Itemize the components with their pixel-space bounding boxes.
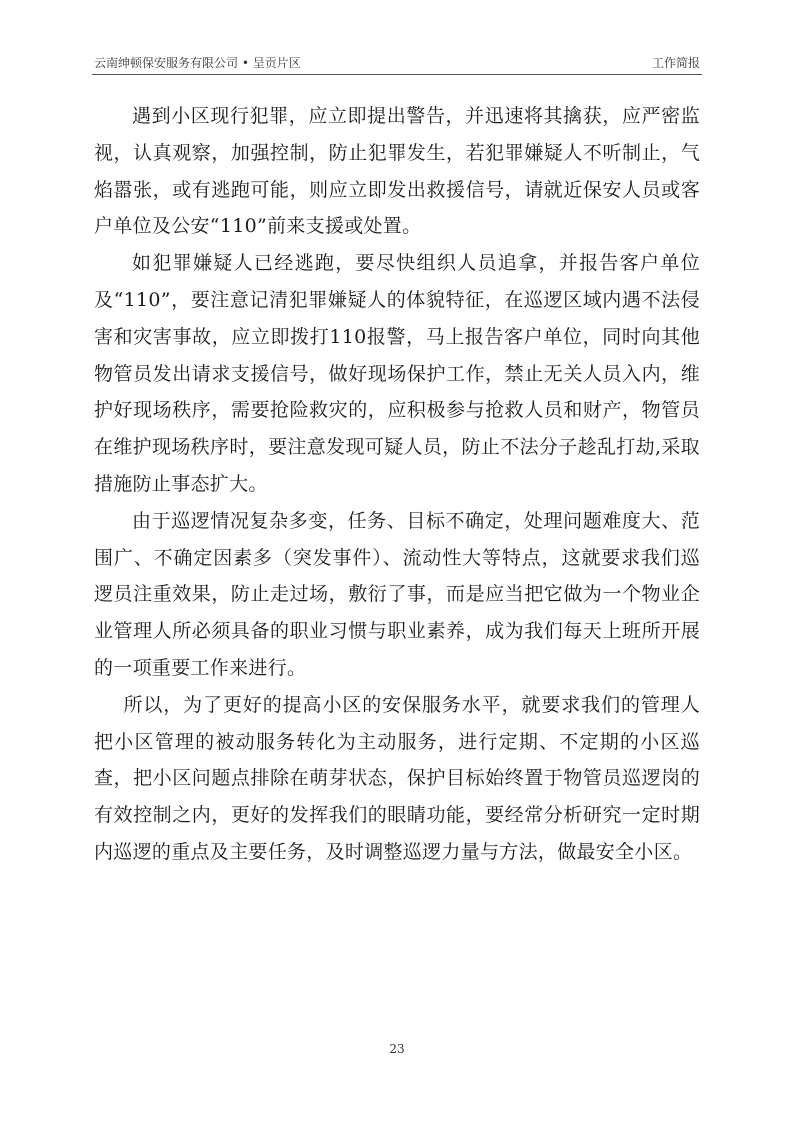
page-header xyxy=(94,54,700,72)
paragraph: 如犯罪嫌疑人已经逃跑，要尽快组织人员追拿，并报告客户单位及“110”，要注意记清犯罪嫌疑人的体貌特征，在巡逻区域内遇不法侵害和灾害事故，应立即拨打110报警，马上报告客户单位，同时向其他物管员发出请求支援信号，做好现场保护工作，禁止无关人员入内，维护好现场秩序，需要抢险救灾的，应积极参与抢救人员和财产，物管员在维护现场秩序时，要注意发现可疑人员，防止不法分子趁乱打劫,采取措施防止事态扩大。 xyxy=(94,252,700,495)
page-number: 23 xyxy=(389,1042,405,1056)
paragraph: 所以，为了更好的提高小区的安保服务水平，就要求我们的管理人把小区管理的被动服务转化为主动服务，进行定期、不定期的小区巡查，把小区问题点排除在萌芽状态，保护目标始终置于物管员巡逻岗的有效控制之内，更好的发挥我们的眼睛功能，要经常分析研究一定时期内巡逻的重点及主要任务，及时调整巡逻力量与方法，做最安全小区。 xyxy=(94,693,700,863)
paragraph: 由于巡逻情况复杂多变，任务、目标不确定，处理问题难度大、范围广、不确定因素多（突发事件）、流动性大等特点，这就要求我们巡逻员注重效果，防止走过场，敷衍了事，而是应当把它做为一个物业企业管理人所必须具备的职业习惯与职业素养，成为我们每天上班所开展的一项重要工作来进行。 xyxy=(94,509,700,679)
paragraph: 遇到小区现行犯罪，应立即提出警告，并迅速将其擒获，应严密监视，认真观察，加强控制，防止犯罪发生，若犯罪嫌疑人不听制止，气焰嚣张，或有逃跑可能，则应立即发出救援信号，请就近保安人员或客户单位及公安“110”前来支援或处置。 xyxy=(94,105,700,238)
company-name: 云南绅顿保安服务有限公司 • 呈贡片区 xyxy=(94,56,301,70)
report-title: 工作简报 xyxy=(651,56,700,70)
header-divider xyxy=(92,74,702,75)
document-body xyxy=(94,98,700,871)
